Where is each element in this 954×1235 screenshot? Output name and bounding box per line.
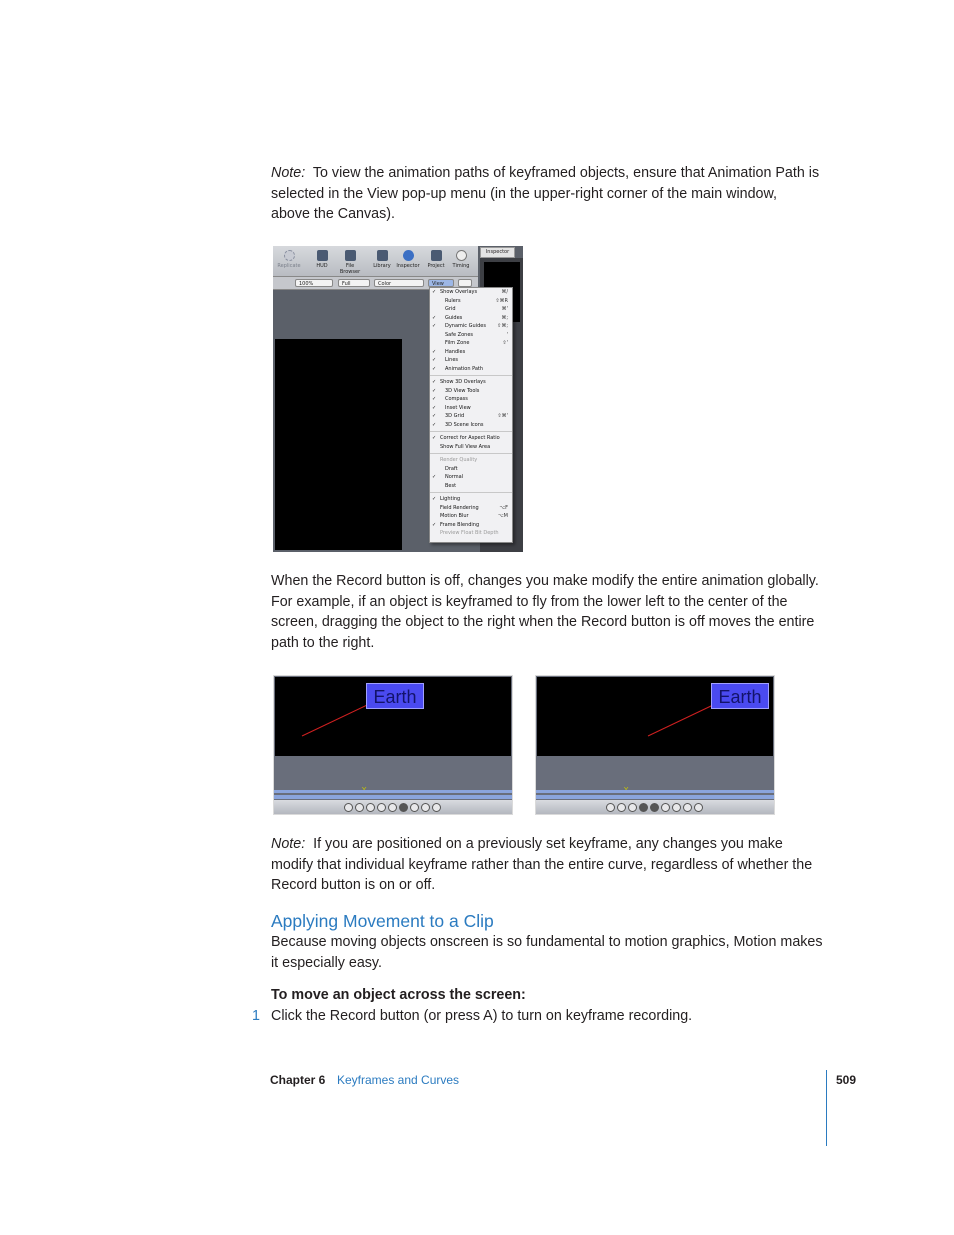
checkmark-icon: ✓ — [432, 379, 437, 385]
menu-item[interactable] — [430, 465, 512, 474]
menu-item-shortcut: ⇧⌘; — [497, 323, 508, 329]
menu-item[interactable] — [430, 395, 512, 404]
checkmark-icon: ✓ — [432, 357, 437, 363]
replicate-tool[interactable]: Replicate — [276, 250, 302, 269]
menu-item[interactable] — [430, 356, 512, 365]
menu-item-label: Compass — [445, 396, 468, 402]
menu-item[interactable] — [430, 443, 512, 452]
section-heading: Applying Movement to a Clip — [271, 911, 494, 931]
menu-item-label: Lines — [445, 357, 459, 363]
menu-item-label: Frame Blending — [440, 521, 480, 528]
fast-forward-icon[interactable] — [683, 803, 692, 812]
menu-item-label: Motion Blur — [440, 513, 469, 519]
play-icon[interactable] — [639, 803, 648, 812]
project-icon — [431, 250, 442, 261]
note-line: selected in the View pop-up menu (in the upper-right corner of the main window, — [271, 185, 777, 202]
para-line: it especially easy. — [271, 954, 382, 971]
timeline-band — [536, 795, 775, 799]
library-tool[interactable]: Library — [369, 250, 395, 269]
menu-item[interactable] — [430, 322, 512, 331]
para-line: For example, if an object is keyframed to fly from the lower left to the center of the — [271, 593, 788, 610]
menu-item-shortcut: ⇧⌘' — [497, 413, 508, 419]
view-menu-screenshot — [273, 246, 523, 552]
checkmark-icon: ✓ — [432, 413, 437, 419]
inspector-icon — [403, 250, 414, 261]
timeline-band — [536, 790, 775, 793]
earth-text-object[interactable]: Earth — [711, 683, 769, 709]
layout-select[interactable] — [458, 279, 472, 287]
hud-icon — [317, 250, 328, 261]
menu-item[interactable] — [430, 421, 512, 430]
note-label: Note: — [271, 836, 306, 852]
para-line: path to the right. — [271, 634, 375, 651]
project-tool[interactable]: Project — [423, 250, 449, 269]
file-browser-tool[interactable]: File Browser — [335, 250, 365, 275]
menu-item-label: Rulers — [445, 297, 461, 304]
note-line: modify that individual keyframe rather than the entire curve, regardless of whether the — [271, 856, 813, 873]
para-line: screen, dragging the object to the right when the Record button is off moves the entire — [271, 614, 815, 631]
transport-controls — [274, 800, 513, 815]
menu-item-label: 3D View Tools — [445, 387, 480, 394]
resolution-select[interactable]: Full — [338, 279, 370, 287]
record-button[interactable] — [344, 803, 353, 812]
record-button[interactable] — [606, 803, 615, 812]
menu-item[interactable] — [430, 288, 512, 297]
menu-item-label: Dynamic Guides — [445, 323, 486, 329]
menu-item[interactable] — [430, 495, 512, 504]
footer-rule — [826, 1070, 827, 1146]
menu-item-label: Show 3D Overlays — [440, 379, 486, 385]
checkmark-icon: ✓ — [432, 396, 437, 402]
menu-item[interactable] — [430, 482, 512, 491]
menu-item-label: Animation Path — [445, 365, 484, 372]
step-forward-icon[interactable] — [410, 803, 419, 812]
note-paragraph-2 — [271, 834, 831, 896]
step-number: 1 — [252, 1008, 260, 1024]
note-paragraph-1 — [271, 163, 831, 225]
menu-item-label: Show Overlays — [440, 289, 478, 295]
menu-item-label: Show Full View Area — [440, 443, 491, 450]
stop-icon[interactable] — [388, 803, 397, 812]
earth-text-object[interactable]: Earth — [366, 683, 424, 709]
menu-item-shortcut: ⌘; — [501, 314, 508, 321]
menu-item[interactable] — [430, 521, 512, 530]
menu-item-label: Lighting — [440, 496, 461, 502]
menu-item-label: Preview Float Bit Depth — [440, 530, 499, 536]
hud-tool[interactable]: HUD — [309, 250, 335, 269]
record-off-before-screenshot — [273, 675, 513, 815]
zoom-select[interactable]: 100% — [295, 279, 333, 287]
menu-item[interactable] — [430, 504, 512, 513]
checkmark-icon: ✓ — [432, 323, 437, 329]
step-forward-icon[interactable] — [672, 803, 681, 812]
timeline-band — [274, 790, 513, 793]
transport-controls — [536, 800, 775, 815]
menu-item-label: Safe Zones — [445, 331, 473, 338]
checkmark-icon: ✓ — [432, 521, 437, 528]
rewind-icon[interactable] — [617, 803, 626, 812]
menu-item-shortcut: ⇧⌘R — [495, 297, 508, 304]
record-off-after-screenshot — [535, 675, 775, 815]
note-line: Record button is on or off. — [271, 877, 436, 894]
menu-separator — [430, 453, 512, 454]
timeline-band — [274, 795, 513, 799]
stop-icon[interactable] — [650, 803, 659, 812]
menu-item-label: Grid — [445, 306, 456, 312]
menu-item-shortcut: ⌥M — [497, 513, 508, 519]
note-label: Note: — [271, 165, 306, 181]
checkmark-icon: ✓ — [432, 496, 437, 502]
menu-item[interactable] — [430, 412, 512, 421]
menu-item-label: 3D Scene Icons — [445, 421, 484, 428]
checkmark-icon: ✓ — [432, 314, 437, 321]
menu-item[interactable] — [430, 387, 512, 396]
view-select[interactable]: View — [428, 279, 454, 287]
menu-item[interactable] — [430, 348, 512, 357]
footer-chapter: Chapter 6 — [270, 1073, 326, 1087]
menu-item[interactable] — [430, 378, 512, 387]
checkmark-icon: ✓ — [432, 435, 437, 441]
checkmark-icon: ✓ — [432, 348, 437, 355]
menu-item — [430, 456, 512, 465]
menu-item-label: Normal — [445, 474, 464, 480]
timing-icon — [456, 250, 467, 261]
menu-item — [430, 529, 512, 538]
menu-separator — [430, 492, 512, 493]
footer-chapter-title: Keyframes and Curves — [337, 1073, 460, 1087]
menu-item[interactable] — [430, 512, 512, 521]
menu-item-label: Correct for Aspect Ratio — [440, 435, 500, 441]
menu-item-shortcut: ⇧' — [502, 340, 508, 346]
note-line: To view the animation paths of keyframed objects, ensure that Animation Path is — [312, 165, 820, 181]
end-icon[interactable] — [432, 803, 441, 812]
timing-tool[interactable]: Timing — [448, 250, 474, 269]
checkmark-icon: ✓ — [432, 421, 437, 428]
channel-select[interactable]: Color — [374, 279, 424, 287]
step-text: Click the Record button (or press A) to turn on keyframe recording. — [271, 1008, 693, 1024]
menu-item-label: Best — [445, 482, 457, 489]
checkmark-icon: ✓ — [432, 387, 437, 394]
menu-item-label: 3D Grid — [445, 413, 465, 419]
menu-item[interactable] — [430, 404, 512, 413]
menu-item-shortcut: ' — [506, 331, 508, 338]
menu-item[interactable] — [430, 365, 512, 374]
menu-item[interactable] — [430, 331, 512, 340]
checkmark-icon: ✓ — [432, 404, 437, 411]
menu-item-label: Field Rendering — [440, 504, 479, 511]
menu-item-label: Guides — [445, 314, 463, 321]
file-browser-icon — [345, 250, 356, 261]
menu-item[interactable] — [430, 339, 512, 348]
checkmark-icon: ✓ — [432, 289, 437, 295]
checkmark-icon: ✓ — [432, 474, 437, 480]
menu-item[interactable] — [430, 297, 512, 306]
note-line: If you are positioned on a previously set keyframe, any changes you make — [313, 836, 783, 852]
menu-item-label: Handles — [445, 348, 466, 355]
tab-inspector[interactable]: Inspector — [480, 247, 515, 258]
end-icon[interactable] — [694, 803, 703, 812]
step-back-icon[interactable] — [366, 803, 375, 812]
para-line: Because moving objects onscreen is so fundamental to motion graphics, Motion makes — [271, 934, 823, 950]
play-icon[interactable] — [377, 803, 386, 812]
replicate-icon — [284, 250, 295, 261]
menu-item-label: Inset View — [445, 404, 471, 411]
rewind-icon[interactable] — [355, 803, 364, 812]
menu-item[interactable] — [430, 434, 512, 443]
view-popup-menu — [429, 287, 513, 543]
menu-item-label: Render Quality — [440, 457, 478, 463]
task-title: To move an object across the screen: — [271, 987, 526, 1003]
para-line: When the Record button is off, changes you make modify the entire animation globally. — [271, 573, 819, 589]
section-paragraph — [271, 932, 841, 973]
loop-icon[interactable] — [661, 803, 670, 812]
library-icon — [377, 250, 388, 261]
checkmark-icon: ✓ — [432, 365, 437, 372]
menu-item-label: Film Zone — [445, 340, 470, 346]
toolbar — [273, 246, 478, 277]
menu-item-shortcut: ⌘/ — [501, 289, 508, 295]
canvas[interactable] — [275, 339, 402, 550]
step-back-icon[interactable] — [628, 803, 637, 812]
menu-separator — [430, 375, 512, 376]
inspector-tool[interactable]: Inspector — [395, 250, 421, 269]
body-paragraph-1 — [271, 571, 841, 653]
fast-forward-icon[interactable] — [421, 803, 430, 812]
loop-icon[interactable] — [399, 803, 408, 812]
page-number: 509 — [836, 1073, 857, 1087]
menu-separator — [430, 431, 512, 432]
menu-item[interactable] — [430, 473, 512, 482]
menu-item[interactable] — [430, 314, 512, 323]
menu-item-shortcut: ⌘' — [501, 306, 508, 312]
menu-item[interactable] — [430, 305, 512, 314]
menu-item-label: Draft — [445, 465, 458, 472]
menu-item-shortcut: ⌥F — [499, 504, 508, 511]
note-line: above the Canvas). — [271, 206, 395, 223]
